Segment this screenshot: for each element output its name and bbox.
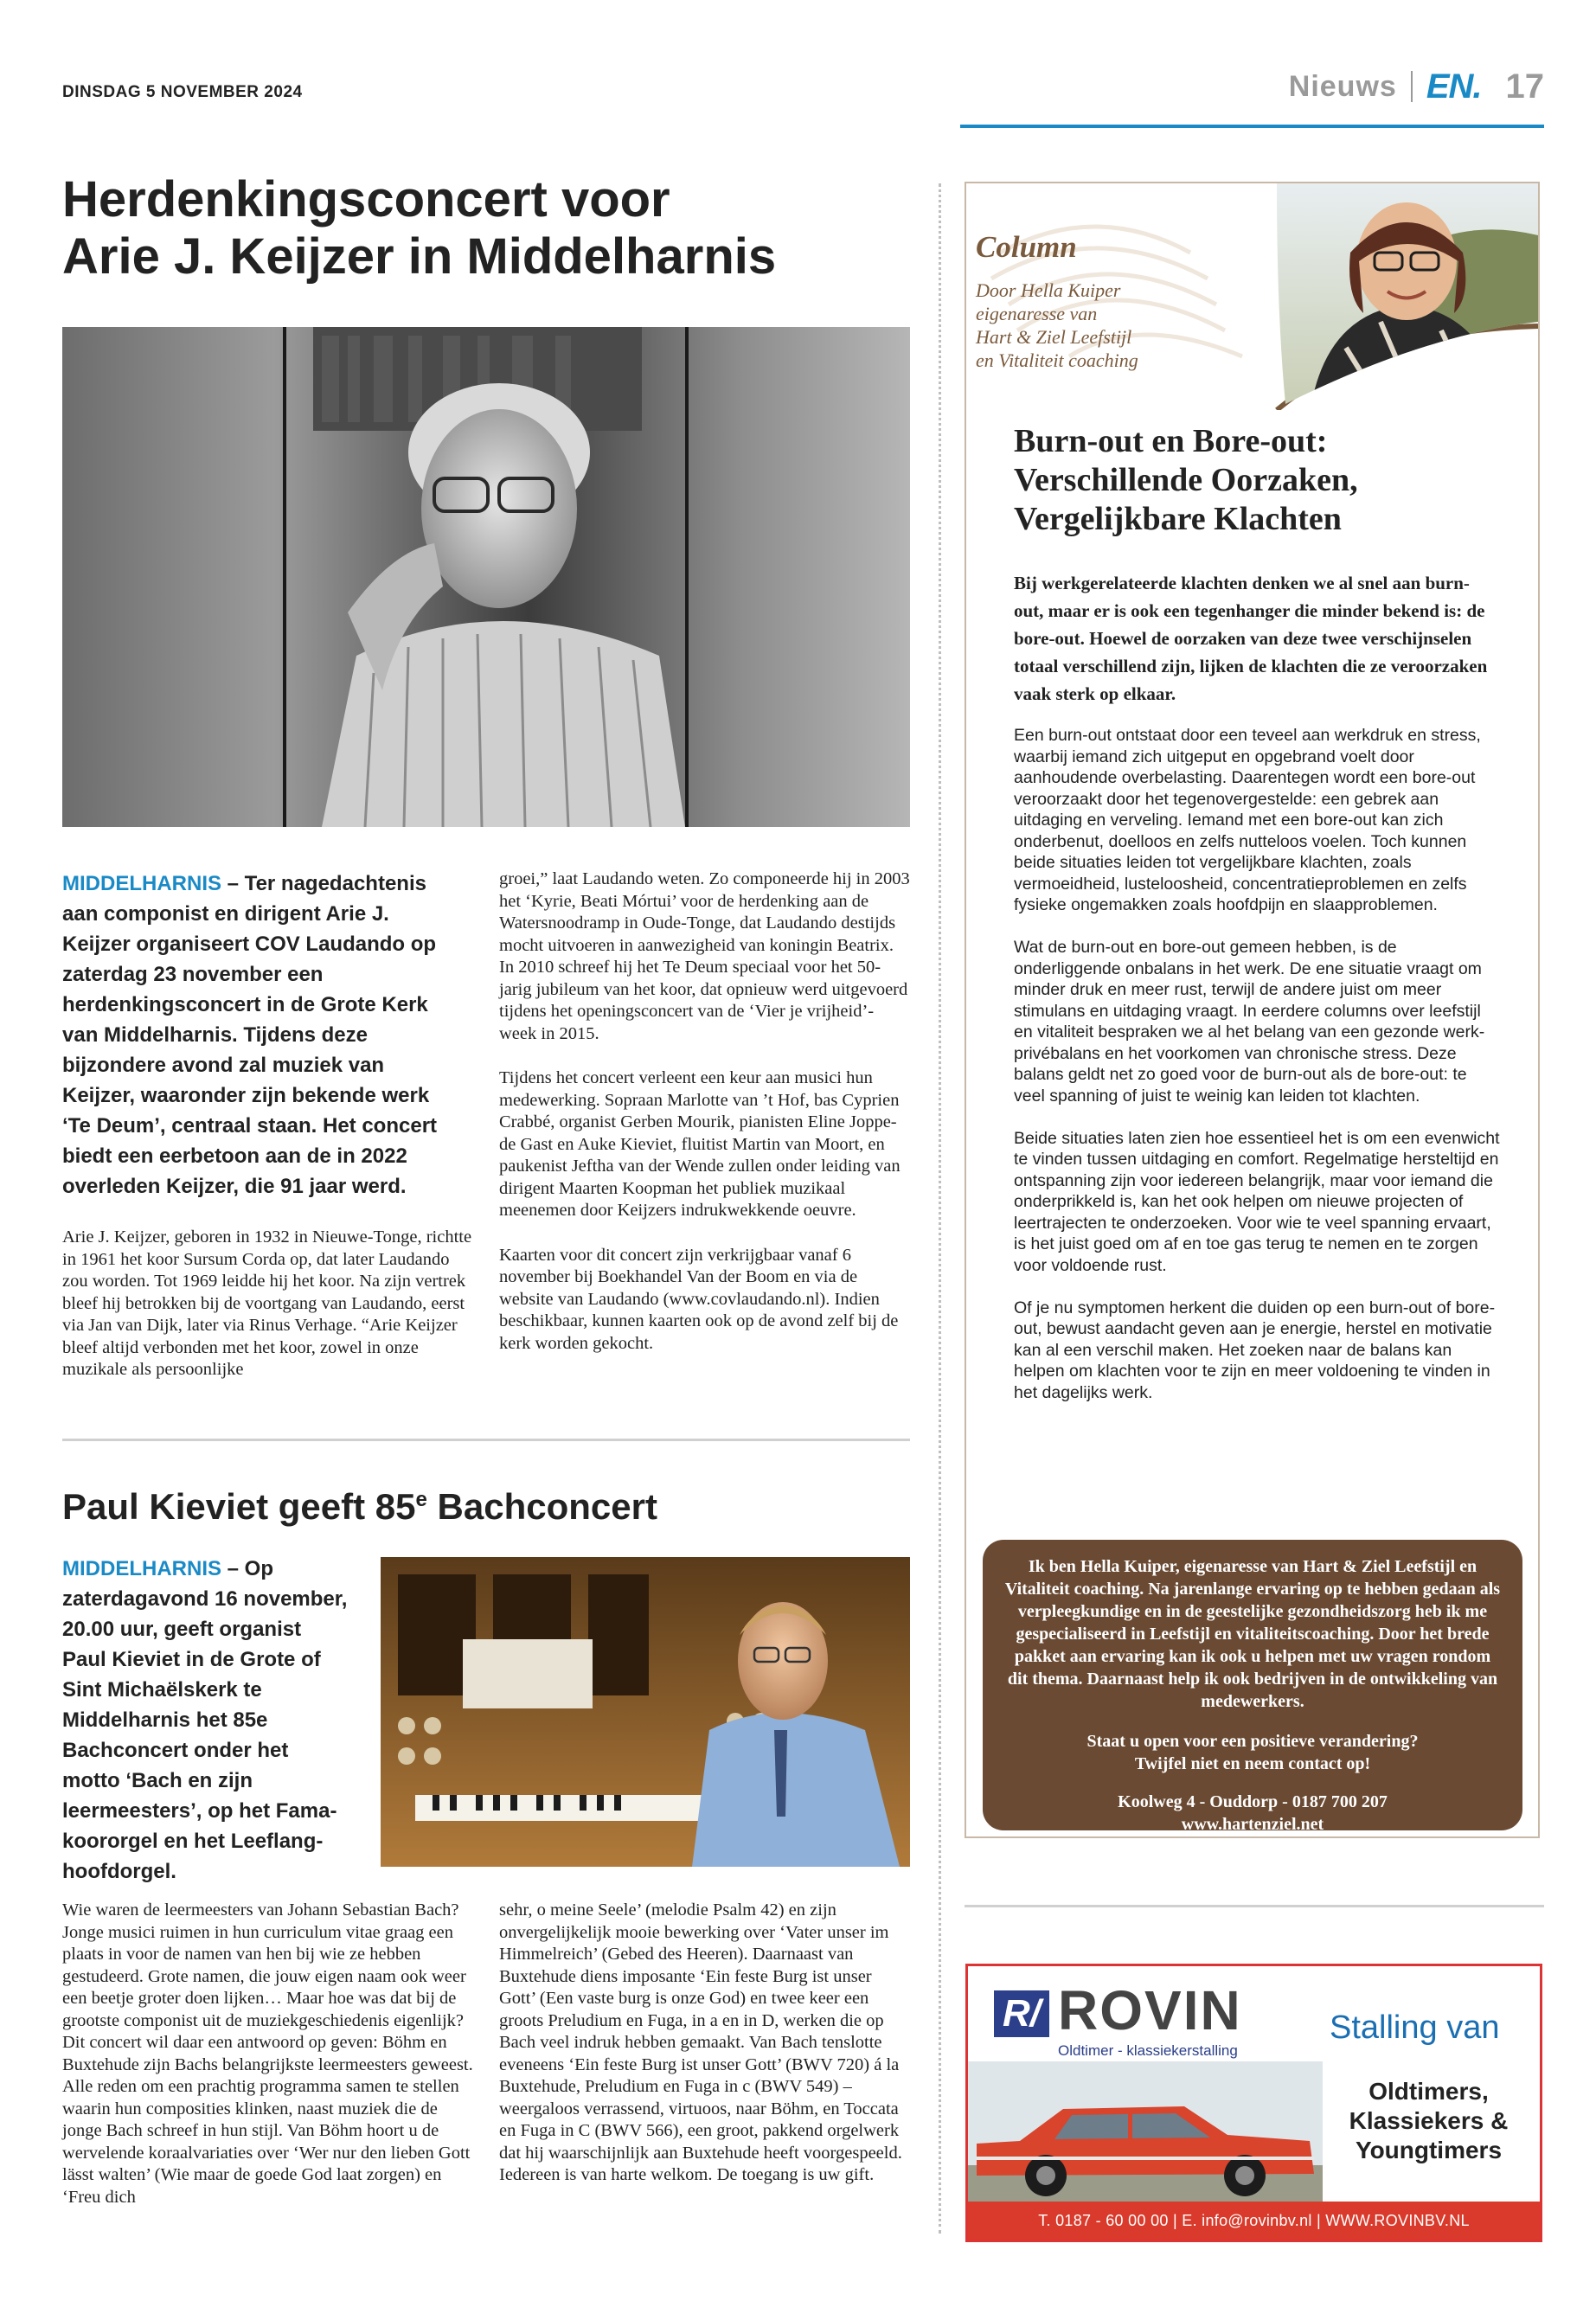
author-promo-box <box>983 1540 1522 1834</box>
column-title <box>1014 422 1533 539</box>
article1-lead-text: – Ter nagedachtenis aan componist en dirigent Arie J. Keijzer organiseert COV Laudando op zaterdag 23 november een herdenkingsconcert in de Grote Kerk van Middelharnis. Tijdens deze bijzondere avond zal muziek van Keijzer, waaronder zijn bekende werk ‘Te Deum’, centraal staan. Het concert biedt een eerbetoon aan de in 2022 overleden Keijzer, die 91 jaar werd. <box>62 872 438 1198</box>
article2-paragraph: sehr, o meine Seele’ (melodie Psalm 42) en zijn onvergelijkelijk mooie bewerking over ‘Vater unser im Himmelreich’ (Gebed des Heeren). Daarnaast van Buxtehude diens imposante ‘Ein feste Burg ist unser Gott’ (Een vaste burg is onze God) en twee keer een groots Preludium en Fuga, in a en in D, werken die op Bach veel indruk hebben gemaakt. Van Bach tenslotte eveneens ‘Ein feste Burg ist unser Gott’ (BWV 720) á la Buxtehude, Preludium en Fuga in c (BWV 549) – weergaloos verrassend, virtuoos, naar Böhm, en Toccata en Fuga in C (BWV 566), een groot, pakkend orgelwerk dat hij waarschijnlijk aan Buxtehude heeft voorgespeeld. Iedereen is van harte welkom. De toegang is uw gift. <box>499 1900 902 2184</box>
header-rule <box>960 125 1544 128</box>
rovin-tagline: Oldtimer - klassiekerstalling <box>1058 2042 1238 2059</box>
ad-vehicle-types <box>1323 2077 1535 2165</box>
article1-paragraph: groei,” laat Laudando weten. Zo componeerde hij in 2003 het ‘Kyrie, Beati Mórtui’ voor de herdenking aan de Watersnoodramp in Oude-Tonge, dat Laudando destijds mocht uitvoeren in aanwezigheid van koningin Beatrix. In 2010 schreef hij het Te Deum speciaal voor het 50-jarig jubileum van het koor, dat opnieuw werd uitgevoerd tijdens het openingsconcert van de ‘Vier je vrijheid’-week in 2015. <box>499 869 910 1043</box>
byline-line: eigenaresse van <box>976 303 1098 324</box>
article1-body-left <box>62 1227 476 1404</box>
author-photo <box>1277 183 1538 404</box>
promo-website-link[interactable]: www.hartenziel.net <box>1181 1815 1324 1834</box>
promo-cta-line: Staat u open voor een positieve verandering? <box>1086 1732 1419 1751</box>
byline-line: Door Hella Kuiper <box>976 279 1121 301</box>
column-paragraph: Of je nu symptomen herkent die duiden op een burn-out of bore-out, bewust aandacht geven aan je energie, herstel en motivatie kan al een verschil maken. Het zoeken naar de balans kan helpen om klachten voor te zijn en meer voldoening te vinden in het dagelijks werk. <box>1014 1298 1496 1402</box>
section-label: Nieuws <box>1288 69 1397 103</box>
article1-dateline: MIDDELHARNIS <box>62 872 221 895</box>
header-separator <box>1411 71 1413 102</box>
article2-body-left <box>62 1900 473 2231</box>
portrait-photo <box>62 327 910 827</box>
article2-title-sup: e <box>415 1488 427 1511</box>
article1-title-line: Herdenkingsconcert voor <box>62 171 670 228</box>
ad-line: Oldtimers, <box>1368 2078 1489 2105</box>
rovin-advertisement[interactable] <box>965 1964 1542 2242</box>
promo-contact <box>1003 1791 1502 1836</box>
article1-paragraph: Tijdens het concert verleent een keur aan musici hun medewerking. Sopraan Marlotte van ’t Hof, bas Cyprien Crabbé, organist Gerben Mourik, pianisten Eline Joppe-de Gast en Auke Kieviet, fluitist Martin van Moort, en paukenist Jeftha van der Wende zullen onder leiding van dirigent Maarten Koopman het publiek muzikaal meenemen door Keijzers indrukwekkende oeuvre. <box>499 1068 901 1220</box>
page-header <box>1289 67 1544 106</box>
column-intro: Bij werkgerelateerde klachten denken we al snel aan burn-out, maar er is ook een tegenhanger die minder bekend is: de bore-out. Hoewel de oorzaken van deze twee verschijnselen totaal verschillend zijn, lijken de klachten die ze veroorzaken vaak sterk op elkaar. <box>1014 573 1488 704</box>
article1-paragraph: Kaarten voor dit concert zijn verkrijgbaar vanaf 6 november bij Boekhandel Van der Boom en via de website van Laudando (www.covlaudando.nl). Indien beschikbaar, kunnen kaarten ook op de avond zelf bij de kerk worden gekocht. <box>499 1245 899 1353</box>
ad-separator <box>965 1905 1544 1907</box>
article2-title <box>62 1486 657 1528</box>
article1-title <box>62 171 919 285</box>
promo-address: Koolweg 4 - Ouddorp - 0187 700 207 <box>1118 1792 1388 1811</box>
column-paragraph: Beide situaties laten zien hoe essentieel het is om een evenwicht te vinden tussen uitdaging en comfort. Regelmatige hersteltijd en ontspanning zijn voor iedereen belangrijk, maar voor iemand die onderprikkeld is, kan het ook helpen om nieuwe projecten of leertrajecten te onderzoeken. Voor wie te veel spanning ervaart, is het juist goed om af en toe gas terug te nemen en te zorgen voor voldoende rust. <box>1014 1128 1500 1275</box>
promo-cta-line: Twijfel niet en neem contact op! <box>1134 1754 1371 1773</box>
ad-line: Klassiekers & <box>1349 2107 1509 2134</box>
article2-paragraph: Wie waren de leermeesters van Johann Sebastian Bach? Jonge musici ruimen in hun curriculum vitae graag een plaats in voor de namen van hen bij wie ze hebben gestudeerd. Grote namen, die jouw eigen naam ook weer een beetje groter doen lijken… Maar hoe was dat bij de grootste componist uit de muziekgeschiedenis eigenlijk? Dit concert wil daar een antwoord op geven: Böhm en Buxtehude zijn Bachs belangrijkste leermeesters geweest. Alle reden om een prachtig programma samen te stellen waarin hun composities klinken, naast muziek die de jonge Bach schreef in hun stijl. Van Böhm hoort u de wervelende koraalvariaties over ‘Wer nur den lieben Gott lässt walten’ (Wie maar de goede God laat zorgen) en ‘Freu dich <box>62 1900 473 2207</box>
article-separator <box>62 1439 910 1441</box>
byline-line: en Vitaliteit coaching <box>976 349 1138 371</box>
column-title-line: Burn-out en Bore-out: <box>1014 423 1328 459</box>
byline-line: Hart & Ziel Leefstijl <box>976 326 1132 348</box>
article1-paragraph: Arie J. Keijzer, geboren in 1932 in Nieuwe-Tonge, richtte in 1961 het koor Sursum Corda op, dat later Laudando zou worden. Tot 1969 leidde hij het koor. Na zijn vertrek bleef hij betrokken bij de voortgang van Laudando, eerst via Jan van Dijk, later via Rinus Verhage. “Arie Keijzer bleef altijd verbonden met het koor, zowel in onze muzikale als persoonlijke <box>62 1227 472 1379</box>
ad-stalling: Stalling van <box>1330 2009 1500 2046</box>
column-divider <box>939 183 941 2234</box>
column-paragraph: Wat de burn-out en bore-out gemeen hebben, is de onderliggende onbalans in het werk. De ene situatie vraagt om minder druk en meer rust, terwijl de andere juist om meer stimulans en uitdaging vraagt. In eerdere columns over leefstijl en vitaliteit bespraken we al het belang van een gezonde werk-privébalans en het voorkomen van chronische stress. Deze balans geldt net zo goed voor de burn-out als de bore-out: te veel spanning of juist te weinig kan leiden tot klachten. <box>1014 938 1485 1106</box>
column-body <box>1014 725 1500 1425</box>
article2-title-end: Bachconcert <box>426 1486 657 1527</box>
column-title-line: Verschillende Oorzaken, <box>1014 462 1358 498</box>
organist-photo-image <box>381 1557 910 1867</box>
page-number: 17 <box>1505 67 1544 106</box>
promo-text: Ik ben Hella Kuiper, eigenaresse van Hart & Ziel Leefstijl en Vitaliteit coaching. Na jarenlange ervaring op te hebben gedaan als verpleegkundige en in de geestelijke gezondheidszorg heb ik me gespecialiseerd in Leefstijl en vitaliteitscoaching. Door het brede pakket aan ervaring kan ik ook u helpen met uw vragen rondom dit thema. Daarnaast help ik ook bedrijven in de ontwikkeling van medewerkers. <box>1004 1557 1501 1711</box>
column-header <box>965 183 1538 410</box>
rovin-logo-mark: R/ <box>994 1990 1049 2037</box>
article1-lead <box>62 868 443 1202</box>
newspaper-logo: EN. <box>1426 67 1482 106</box>
issue-date: DINSDAG 5 NOVEMBER 2024 <box>62 83 303 101</box>
column-label: Column <box>976 230 1077 264</box>
rovin-brand: ROVIN <box>1058 1979 1242 2041</box>
article2-dateline: MIDDELHARNIS <box>62 1557 221 1580</box>
ad-contact-bar[interactable]: T. 0187 - 60 00 00 | E. info@rovinbv.nl | WWW.ROVINBV.NL <box>968 2202 1540 2240</box>
article2-lead <box>62 1554 348 1887</box>
column-paragraph: Een burn-out ontstaat door een teveel aan werkdruk en stress, waarbij iemand zich uitgeput en opgebrand voelt door aanhoudende overbelasting. Daarentegen wordt een bore-out veroorzaakt door het tegenovergestelde: een gebrek aan uitdaging en verveling. Iemand met een bore-out kan zich onderbenut, doelloos en zelfs nutteloos voelen. Toch kunnen beide situaties leiden tot vergelijkbare klachten, zoals vermoeidheid, lusteloosheid, concentratieproblemen en zelfs fysieke ongemakken zoals hoofdpijn en slaapproblemen. <box>1014 726 1481 914</box>
ad-line: Youngtimers <box>1355 2137 1503 2163</box>
article1-title-line: Arie J. Keijzer in Middelharnis <box>62 228 777 285</box>
article1-body-right <box>499 868 910 1377</box>
article2-title-main: Paul Kieviet geeft 85 <box>62 1486 416 1527</box>
promo-cta <box>1003 1730 1502 1775</box>
article2-body-right <box>499 1900 910 2209</box>
article2-lead-text: – Op zaterdagavond 16 november, 20.00 uur, geeft organist Paul Kieviet in de Grote of Sint Michaëlskerk te Middelharnis het 85e Bachconcert onder het motto ‘Bach en zijn leermeesters’, op het Fama-koororgel en het Leeflang-hoofdorgel. <box>62 1557 348 1883</box>
red-car-image <box>968 2061 1323 2204</box>
column-title-line: Vergelijkbare Klachten <box>1014 501 1342 537</box>
column-byline <box>976 279 1235 372</box>
organist-photo <box>381 1557 910 1867</box>
portrait-photo-image <box>62 327 910 827</box>
